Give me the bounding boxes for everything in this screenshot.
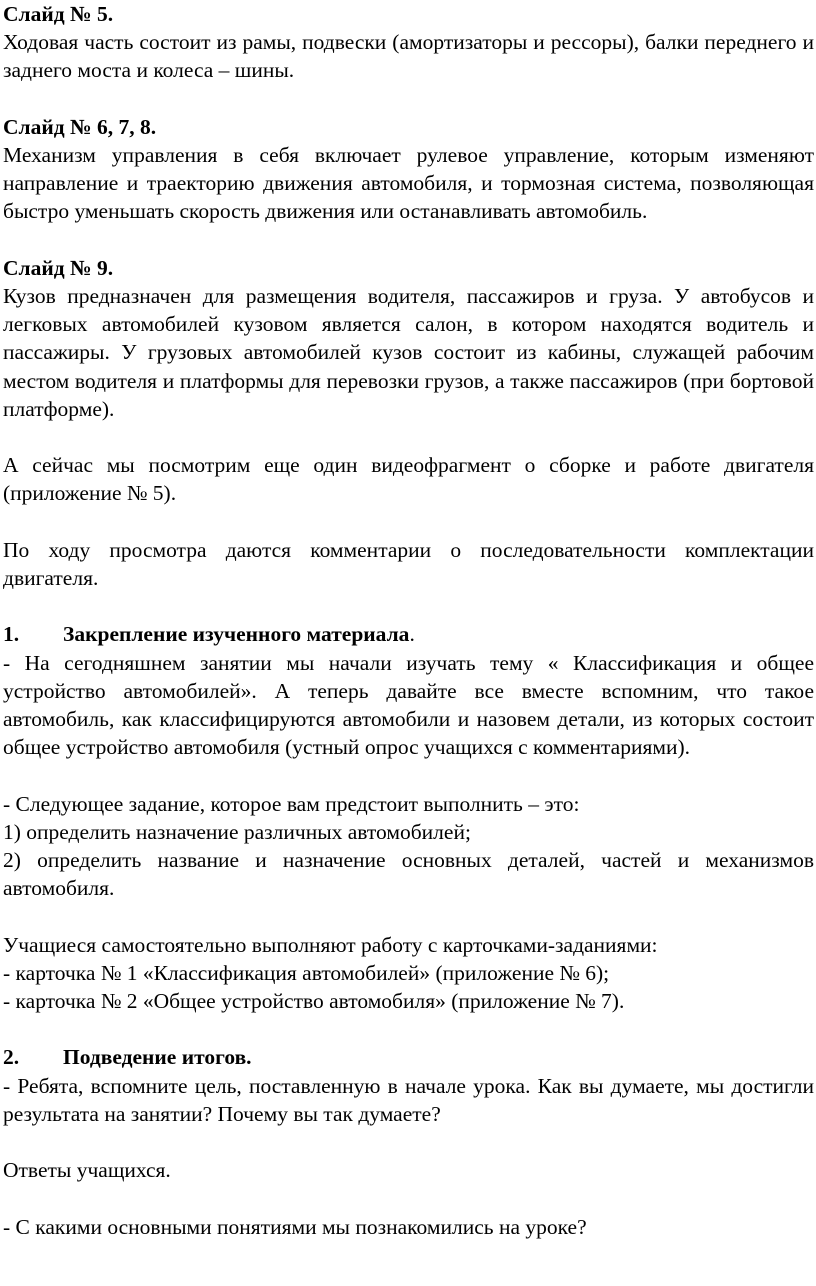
task-intro: - Следующее задание, которое вам предстоит выполнить – это: bbox=[3, 791, 580, 816]
card-item-2: - карточка № 2 «Общее устройство автомобиля» (приложение № 7). bbox=[3, 989, 625, 1013]
slide-9-heading: Слайд № 9. bbox=[3, 255, 114, 280]
section-2-question-2: - С какими основными понятиями мы познакомились на уроке? bbox=[3, 1214, 587, 1239]
section-1-number: 1. bbox=[3, 622, 20, 647]
video-intro-paragraph: А сейчас мы посмотрим еще один видеофрагмент о сборке и работе двигателя (приложение № 5). bbox=[3, 453, 814, 506]
slide-9-text: Кузов предназначен для размещения водителя, пассажиров и груза. У автобусов и легковых автомобилей кузовом является салон, в котором находятся водитель и пассажиры. У грузовых автомобилей кузов состоит из кабины, служащей рабочим местом водителя и платформы для перевозки грузов, а также пассажиров (при бортовой платформе). bbox=[3, 284, 814, 421]
slide-6-8-text: Механизм управления в себя включает рулевое управление, которым изменяют направление и траекторию движения автомобиля, и тормозная система, позволяющая быстро уменьшать скорость движения или останавливать автомобиль. bbox=[3, 143, 814, 224]
cards-intro: Учащиеся самостоятельно выполняют работу с карточками-заданиями: bbox=[3, 932, 658, 957]
section-2-heading bbox=[3, 1043, 814, 1071]
slide-6-8-heading: Слайд № 6, 7, 8. bbox=[3, 114, 157, 139]
section-1-intro: - На сегодняшнем занятии мы начали изучать тему « Классификация и общее устройство автомобилей». А теперь давайте все вместе вспомним, что такое автомобиль, как классифицируются автомобили и назовем детали, из которых состоит общее устройство автомобиля (устный опрос учащихся с комментариями). bbox=[3, 650, 814, 760]
slide-5-heading: Слайд № 5. bbox=[3, 2, 114, 26]
slide-5-text: Ходовая часть состоит из рамы, подвески (амортизаторы и рессоры), балки переднего и заднего моста и колеса – шины. bbox=[3, 30, 814, 83]
section-1-title: Закрепление изученного материала bbox=[63, 622, 410, 647]
task-item-1: 1) определить назначение различных автомобилей; bbox=[3, 819, 471, 844]
card-item-1: - карточка № 1 «Классификация автомобилей» (приложение № 6); bbox=[3, 960, 610, 985]
video-comment-paragraph: По ходу просмотра даются комментарии о последовательности комплектации двигателя. bbox=[3, 537, 814, 590]
section-1-title-suffix: . bbox=[409, 622, 415, 647]
task-item-2: 2) определить название и назначение основных деталей, частей и механизмов автомобиля. bbox=[3, 848, 814, 901]
section-2-number: 2. bbox=[3, 1045, 20, 1070]
student-answers: Ответы учащихся. bbox=[3, 1158, 171, 1183]
section-1-heading bbox=[3, 620, 814, 648]
section-2-question: - Ребята, вспомните цель, поставленную в начале урока. Как вы думаете, мы достигли результата на занятии? Почему вы так думаете? bbox=[3, 1073, 814, 1126]
section-2-title: Подведение итогов. bbox=[63, 1045, 252, 1070]
